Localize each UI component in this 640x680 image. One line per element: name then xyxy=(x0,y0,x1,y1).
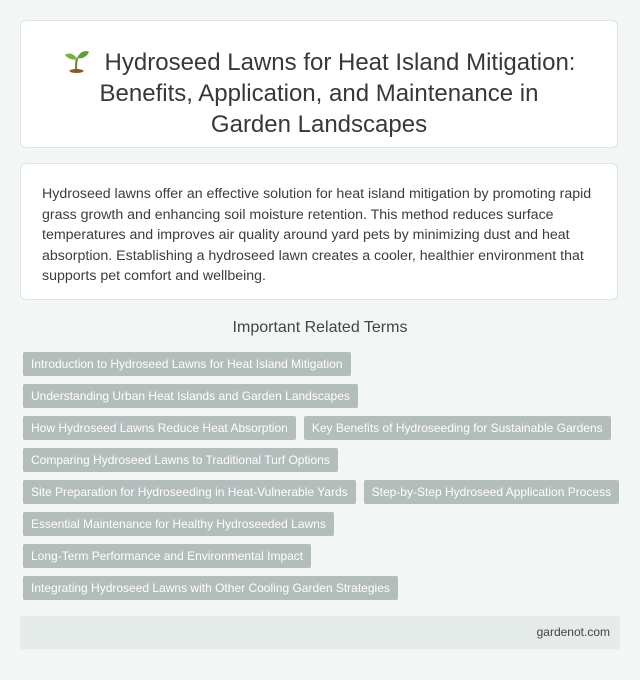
related-term-tag[interactable]: Comparing Hydroseed Lawns to Traditional Turf Options xyxy=(23,448,338,472)
footer-bar xyxy=(20,616,620,649)
page-title-text: Hydroseed Lawns for Heat Island Mitigation: Benefits, Application, and Maintenance in Garden Landscapes xyxy=(99,49,576,138)
summary-card xyxy=(20,163,618,300)
summary-text: Hydroseed lawns offer an effective solution for heat island mitigation by promoting rapid grass growth and enhancing soil moisture retention. This method reduces surface temperatures and improves air quality around yard pets by minimizing dust and heat absorption. Establishing a hydroseed lawn creates a cooler, healthier environment that supports pet comfort and wellbeing. xyxy=(42,186,592,284)
page-title xyxy=(21,47,617,140)
related-terms-list xyxy=(23,352,623,600)
related-term-tag[interactable]: Essential Maintenance for Healthy Hydroseeded Lawns xyxy=(23,512,334,536)
related-term-tag[interactable]: Step-by-Step Hydroseed Application Process xyxy=(364,480,619,504)
related-term-tag[interactable]: How Hydroseed Lawns Reduce Heat Absorption xyxy=(23,416,296,440)
related-term-tag[interactable]: Site Preparation for Hydroseeding in Heat-Vulnerable Yards xyxy=(23,480,356,504)
related-term-tag[interactable]: Key Benefits of Hydroseeding for Sustainable Gardens xyxy=(304,416,611,440)
title-card xyxy=(20,20,618,148)
related-term-tag[interactable]: Integrating Hydroseed Lawns with Other Cooling Garden Strategies xyxy=(23,576,398,600)
related-term-tag[interactable]: Understanding Urban Heat Islands and Garden Landscapes xyxy=(23,384,358,408)
related-term-tag[interactable]: Introduction to Hydroseed Lawns for Heat Island Mitigation xyxy=(23,352,351,376)
related-terms-heading: Important Related Terms xyxy=(232,319,408,336)
seedling-icon xyxy=(63,49,91,73)
related-term-tag[interactable]: Long-Term Performance and Environmental Impact xyxy=(23,544,311,568)
footer-site-link[interactable]: gardenot.com xyxy=(536,625,610,639)
